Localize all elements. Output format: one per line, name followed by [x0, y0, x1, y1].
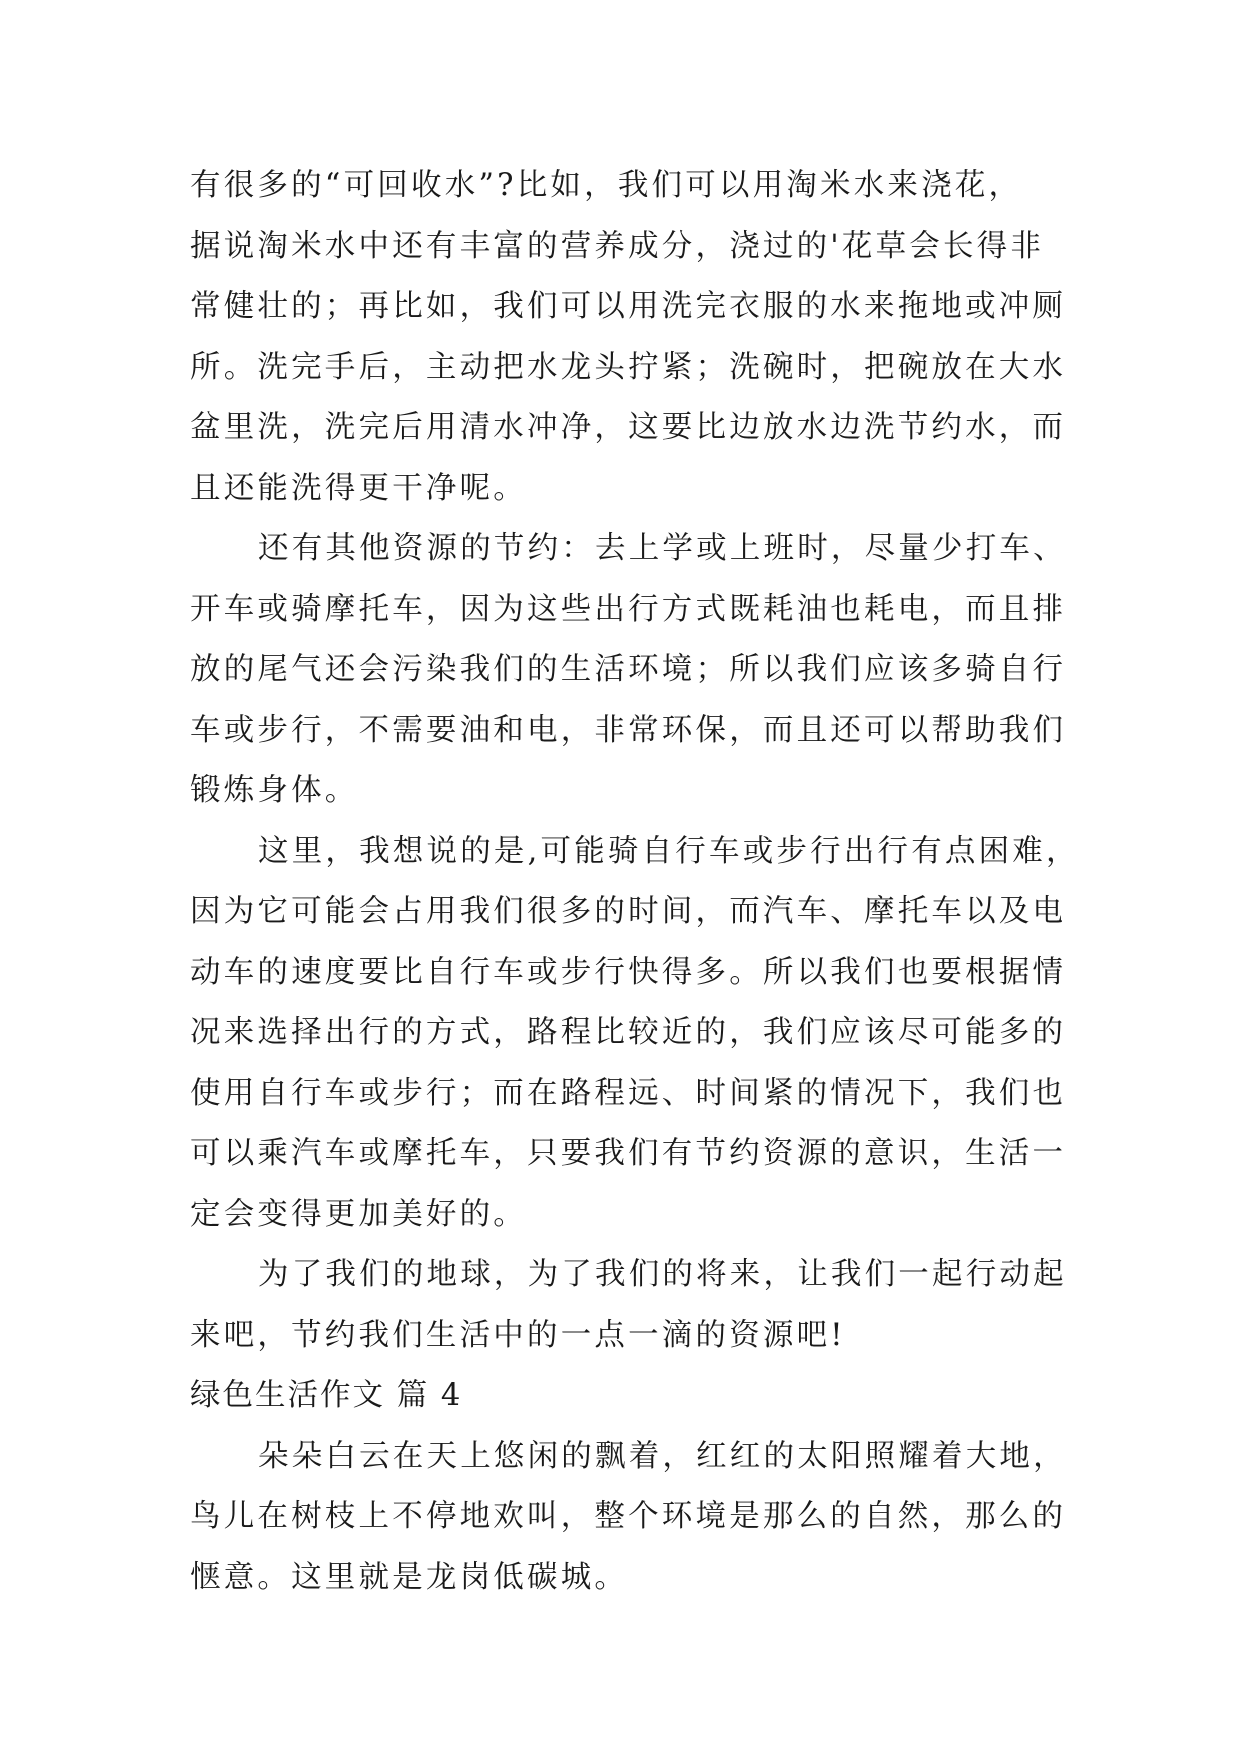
text-line: 为了我们的地球，为了我们的将来，让我们一起行动起	[258, 1257, 1067, 1292]
text-line: 所。洗完手后，主动把水龙头拧紧；洗碗时，把碗放在大水	[190, 349, 1067, 385]
text-line: 盆里洗，洗完后用清水冲净，这要比边放水边洗节约水，而	[190, 410, 1067, 445]
text-line: 动车的速度要比自行车或步行快得多。所以我们也要根据情	[190, 954, 1067, 990]
text-line: 来吧，节约我们生活中的一点一滴的资源吧!	[190, 1317, 846, 1353]
text-line: 放的尾气还会污染我们的生活环境；所以我们应该多骑自行	[190, 652, 1067, 687]
text-line: 锻炼身体。	[190, 773, 359, 808]
text-line: 这里，我想说的是,可能骑自行车或步行出行有点困难，	[258, 833, 1080, 869]
text-line: 据说淘米水中还有丰富的营养成分，浇过的'花草会长得非	[190, 228, 1045, 264]
text-line: 定会变得更加美好的。	[190, 1196, 527, 1232]
text-line: 开车或骑摩托车，因为这些出行方式既耗油也耗电，而且排	[190, 591, 1067, 627]
text-line: 车或步行，不需要油和电，非常环保，而且还可以帮助我们	[190, 712, 1067, 748]
text-line: 惬意。这里就是龙岗低碳城。	[190, 1559, 629, 1595]
text-line: 因为它可能会占用我们很多的时间，而汽车、摩托车以及电	[190, 894, 1067, 929]
text-line: 鸟儿在树枝上不停地欢叫，整个环境是那么的自然，那么的	[190, 1499, 1067, 1534]
text-line: 使用自行车或步行；而在路程远、时间紧的情况下，我们也	[190, 1075, 1067, 1111]
text-line: 况来选择出行的方式，路程比较近的，我们应该尽可能多的	[190, 1015, 1067, 1050]
text-line: 还有其他资源的节约：去上学或上班时，尽量少打车、	[258, 531, 1067, 566]
text-line: 朵朵白云在天上悠闲的飘着，红红的太阳照耀着大地，	[258, 1438, 1067, 1474]
section-heading: 绿色生活作文 篇 4	[190, 1378, 463, 1413]
text-line: 有很多的“可回收水”?比如，我们可以用淘米水来浇花，	[190, 168, 1023, 203]
text-line: 常健壮的；再比如，我们可以用洗完衣服的水来拖地或冲厕	[190, 289, 1067, 324]
text-line: 且还能洗得更干净呢。	[190, 470, 527, 506]
document-body	[190, 156, 1080, 1608]
text-line: 可以乘汽车或摩托车，只要我们有节约资源的意识，生活一	[190, 1136, 1067, 1171]
